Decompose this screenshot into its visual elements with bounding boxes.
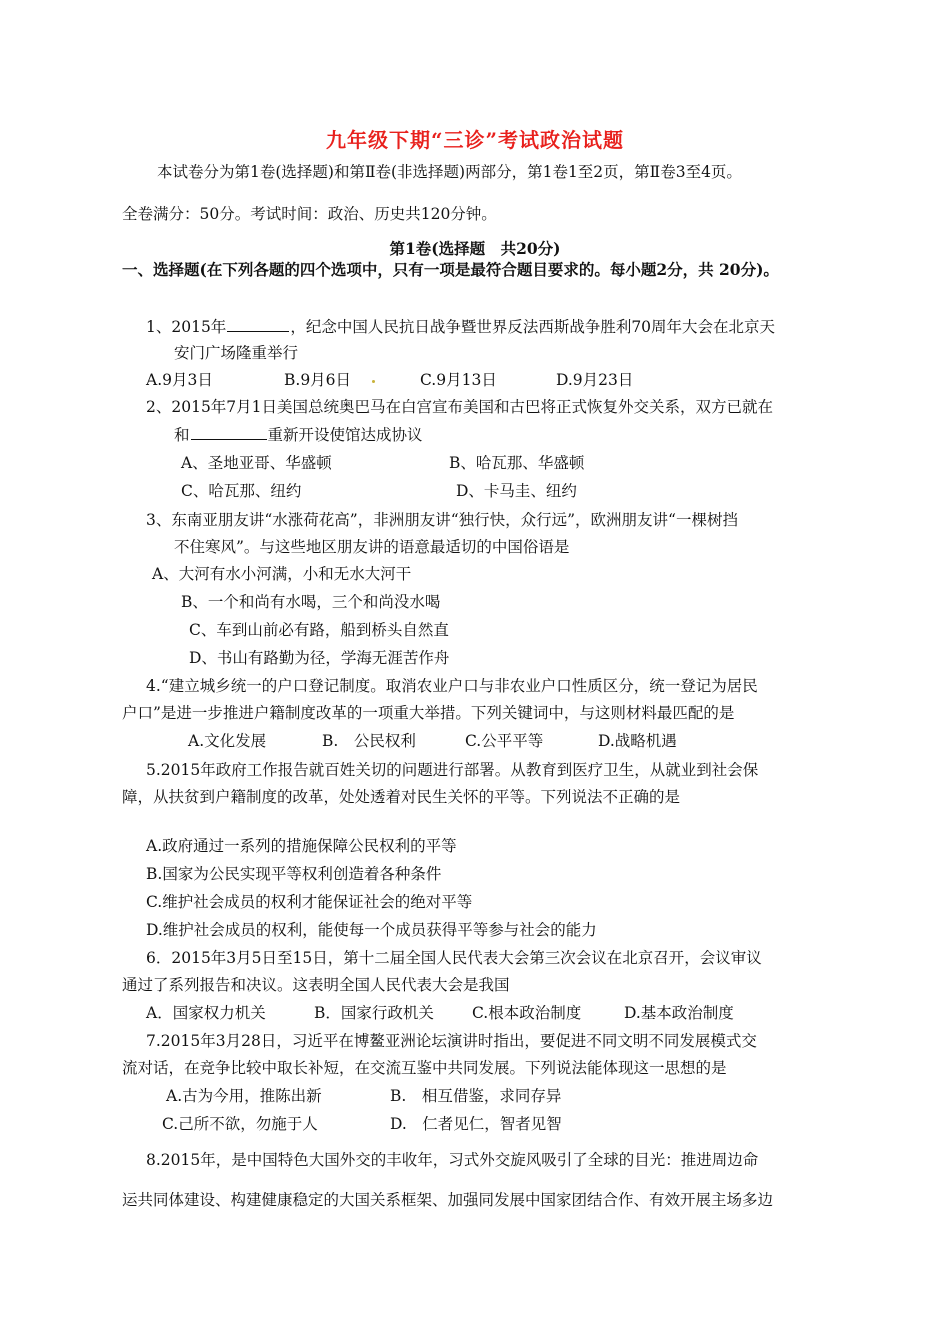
intro-line-2: 全卷满分：50分。考试时间：政治、历史共120分钟。 bbox=[122, 205, 497, 223]
option-a: A.政府通过一系列的措施保障公民权利的平等 bbox=[146, 837, 457, 855]
option-a: A．国家权力机关 bbox=[146, 1004, 266, 1022]
question-8-line-2: 运共同体建设、构建健康稳定的大国关系框架、加强同发展中国家团结合作、有效开展主场多边 bbox=[122, 1191, 774, 1209]
question-6-line-2: 通过了系列报告和决议。这表明全国人民代表大会是我国 bbox=[122, 976, 510, 994]
option-b: B、哈瓦那、华盛顿 bbox=[449, 454, 585, 472]
question-1-cont: 安门广场隆重举行 bbox=[174, 344, 299, 362]
option-d: D、书山有路勤为径，学海无涯苦作舟 bbox=[189, 649, 450, 667]
question-4-line-2: 户口”是进一步推进户籍制度改革的一项重大举措。下列关键词中，与这则材料最匹配的是 bbox=[122, 704, 735, 722]
option-c: C.9月13日 bbox=[420, 371, 497, 389]
option-c: C.公平平等 bbox=[465, 732, 544, 750]
question-1-post: ，纪念中国人民抗日战争暨世界反法西斯战争胜利70周年大会在北京天 bbox=[290, 318, 776, 336]
question-7-line-2: 流对话，在竞争比较中取长补短，在交流互鉴中共同发展。下列说法能体现这一思想的是 bbox=[122, 1059, 727, 1077]
option-b: B. 公民权利 bbox=[322, 732, 416, 750]
question-2-pre: 和 bbox=[174, 426, 190, 444]
option-b: B. 相互借鉴，求同存异 bbox=[390, 1087, 562, 1105]
option-b: B、一个和尚有水喝，三个和尚没水喝 bbox=[181, 593, 441, 611]
option-a: A、大河有水小河满，小和无水大河干 bbox=[152, 565, 412, 583]
question-2-line-2 bbox=[174, 424, 423, 445]
exam-title: 九年级下期“三诊”考试政治试题 bbox=[325, 128, 624, 152]
option-c: C.根本政治制度 bbox=[472, 1004, 582, 1022]
option-b: B.国家为公民实现平等权利创造着各种条件 bbox=[146, 865, 442, 883]
question-6-line-1: 6．2015年3月5日至15日，第十二届全国人民代表大会第三次会议在北京召开，会议审议 bbox=[146, 949, 762, 967]
question-8-line-1: 8.2015年，是中国特色大国外交的丰收年，习式外交旋风吸引了全球的目光：推进周边命 bbox=[146, 1151, 759, 1169]
option-c: C、哈瓦那、纽约 bbox=[181, 482, 302, 500]
answer-blank bbox=[227, 316, 289, 332]
question-1-pre: 1、2015年 bbox=[146, 318, 227, 336]
option-a: A.古为今用，推陈出新 bbox=[166, 1087, 322, 1105]
option-a: A.文化发展 bbox=[188, 732, 267, 750]
option-c: C、车到山前必有路，船到桥头自然直 bbox=[189, 621, 449, 639]
option-d: D、卡马圭、纽约 bbox=[456, 482, 577, 500]
option-d: D. 仁者见仁，智者见智 bbox=[390, 1115, 562, 1133]
question-5-line-2: 障，从扶贫到户籍制度的改革，处处透着对民生关怀的平等。下列说法不正确的是 bbox=[122, 788, 681, 806]
section-heading: 第1卷(选择题 共20分) bbox=[389, 239, 561, 258]
question-5-line-1: 5.2015年政府工作报告就百姓关切的问题进行部署。从教育到医疗卫生，从就业到社会保 bbox=[146, 761, 759, 779]
option-c: C.维护社会成员的权利才能保证社会的绝对平等 bbox=[146, 893, 473, 911]
option-b: B.9月6日 bbox=[284, 371, 352, 389]
question-2-line-1: 2、2015年7月1日美国总统奥巴马在白宫宣布美国和古巴将正式恢复外交关系，双方已就在 bbox=[146, 398, 774, 416]
question-3-line-1: 3、东南亚朋友讲“水涨荷花高”，非洲朋友讲“独行快，众行远”，欧洲朋友讲“一棵树挡 bbox=[146, 511, 738, 529]
answer-blank bbox=[191, 424, 267, 440]
intro-line-1: 本试卷分为第1卷(选择题)和第Ⅱ卷(非选择题)两部分，第1卷1至2页，第Ⅱ卷3至4页。 bbox=[157, 163, 742, 181]
option-b: B．国家行政机关 bbox=[314, 1004, 434, 1022]
question-1 bbox=[146, 316, 775, 337]
option-d: D.战略机遇 bbox=[598, 732, 677, 750]
question-4-line-1: 4.“建立城乡统一的户口登记制度。取消农业户口与非农业户口性质区分，统一登记为居民 bbox=[146, 677, 758, 695]
question-2-post: 重新开设使馆达成协议 bbox=[267, 426, 423, 444]
option-d: D.维护社会成员的权利，能使每一个成员获得平等参与社会的能力 bbox=[146, 921, 597, 939]
dot-mark bbox=[366, 370, 381, 390]
section-instruction: 一、选择题(在下列各题的四个选项中，只有一项是最符合题目要求的。每小题2分，共 20分)。 bbox=[122, 260, 779, 279]
option-d: D.9月23日 bbox=[556, 371, 634, 389]
option-a: A、圣地亚哥、华盛顿 bbox=[181, 454, 332, 472]
question-3-line-2: 不住寒风”。与这些地区朋友讲的语意最适切的中国俗语是 bbox=[174, 538, 570, 556]
option-a: A.9月3日 bbox=[146, 371, 213, 389]
option-c: C.己所不欲，勿施于人 bbox=[162, 1115, 318, 1133]
question-7-line-1: 7.2015年3月28日，习近平在博鳌亚洲论坛演讲时指出，要促进不同文明不同发展模式交 bbox=[146, 1032, 757, 1050]
option-d: D.基本政治制度 bbox=[624, 1004, 734, 1022]
